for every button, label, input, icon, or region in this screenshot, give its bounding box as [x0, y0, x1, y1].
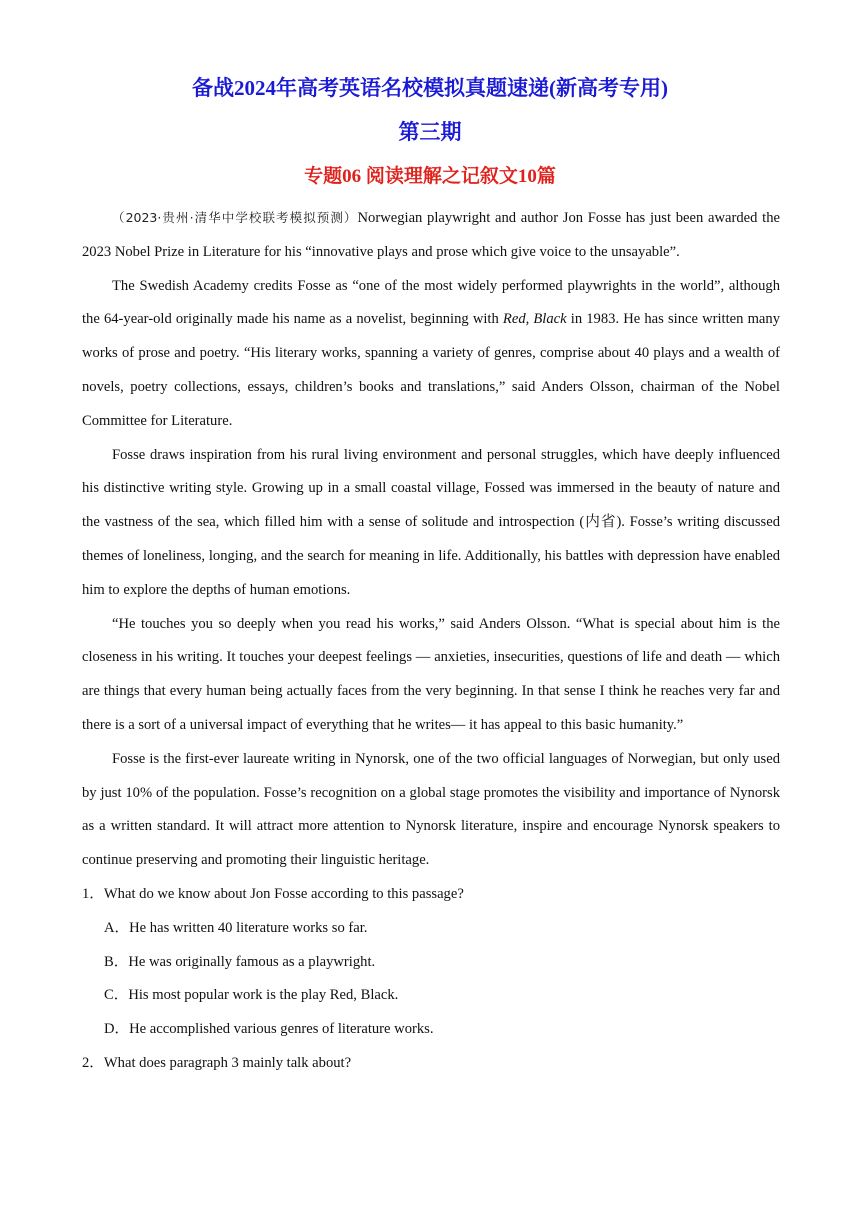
question-1-option-d: D．He accomplished various genres of literature works. — [104, 1021, 434, 1038]
book-title: Red, Black — [502, 311, 567, 328]
document-title: 备战2024年高考英语名校模拟真题速递(新高考专用) — [192, 76, 668, 100]
paragraph-3: Fosse draws inspiration from his rural living environment and personal struggles, which have deeply influenced his distinctive writing style. Growing up in a small coastal village, Fossed was immersed in the beauty of nature and the vastness of the sea, which filled him with a sense of solitude and introspection (内省). Fosse’s writing discussed themes of loneliness, longing, and the search for meaning in life. Additionally, his battles with depression have enabled him to explore the depths of human emotions. — [82, 446, 780, 598]
paragraph-2-text-a: The Swedish Academy credits Fosse as “one of the most widely performed playwrights in the world”, although the 64-year-old originally made his name as a novelist, beginning with — [82, 277, 780, 328]
source-note: （2023·贵州·清华中学校联考模拟预测） — [112, 210, 358, 225]
question-1-option-a: A．He has written 40 literature works so far. — [104, 919, 368, 936]
question-1: 1．What do we know about Jon Fosse according to this passage? — [82, 885, 464, 902]
question-1-option-b: B．He was originally famous as a playwright. — [104, 953, 376, 970]
paragraph-2-text-b: in 1983. He has since written many works of prose and poetry. “His literary works, spanning a variety of genres, comprise about 40 plays and a wealth of novels, poetry collections, essays, children’s books and translations,” said Anders Olsson, chairman of the Nobel Committee for Literature. — [82, 311, 780, 429]
topic-heading: 专题06 阅读理解之记叙文10篇 — [304, 166, 556, 187]
paragraph-4: “He touches you so deeply when you read his works,” said Anders Olsson. “What is special about him is the closeness in his writing. It touches your deepest feelings — anxieties, insecurities, questions of life and death — which are things that every human being actually faces from the very beginning. In that sense I think he reaches very far and there is a sort of a universal impact of everything that he writes— it has appeal to this basic humanity.” — [82, 615, 780, 733]
paragraph-5: Fosse is the first-ever laureate writing in Nynorsk, one of the two official languages of Norwegian, but only used by just 10% of the population. Fosse’s recognition on a global stage promotes the visibility and importance of Nynorsk as a written standard. It will attract more attention to Nynorsk literature, inspire and encourage Nynorsk speakers to continue preserving and promoting their linguistic heritage. — [82, 750, 780, 869]
question-2: 2．What does paragraph 3 mainly talk about? — [82, 1054, 352, 1071]
passage-body — [82, 201, 780, 1081]
issue-label: 第三期 — [398, 120, 462, 144]
paragraph-1-text: Norwegian playwright and author Jon Fosse has just been awarded the 2023 Nobel Prize in Literature for his “innovative plays and prose which give voice to the unsayable”. — [82, 210, 780, 260]
question-1-option-c: C．His most popular work is the play Red, Black. — [104, 987, 399, 1004]
paragraph-1 — [82, 201, 780, 270]
paragraph-2 — [82, 270, 780, 439]
